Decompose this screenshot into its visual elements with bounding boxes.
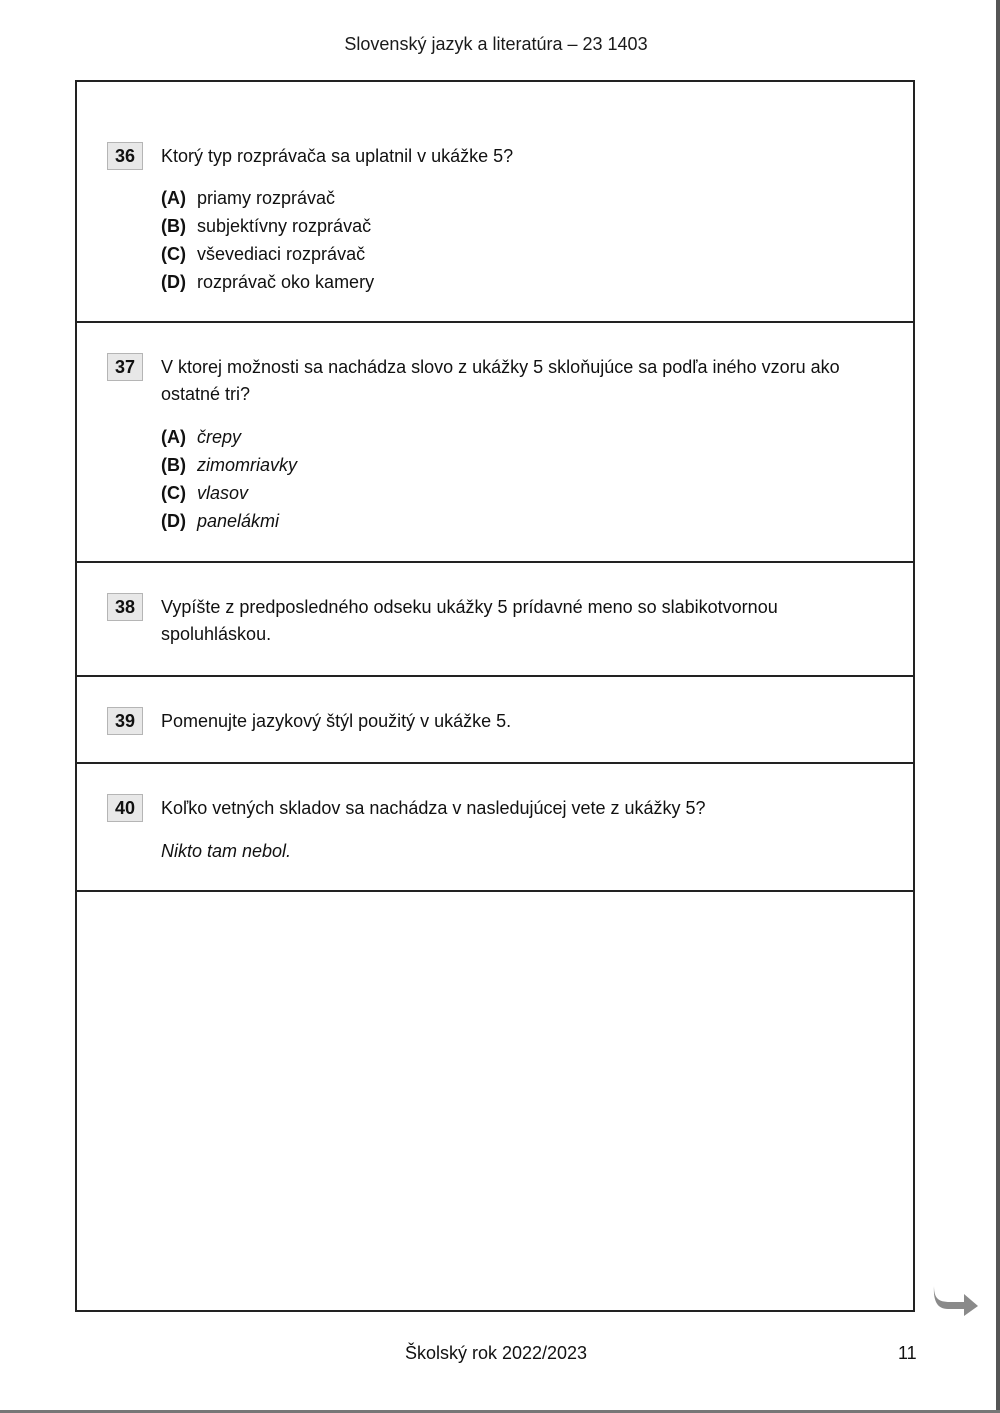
option-letter: (C): [161, 244, 186, 264]
question-39: [77, 677, 913, 764]
option-b: [161, 451, 297, 479]
question-number: 37: [107, 353, 143, 381]
option-letter: (A): [161, 427, 186, 447]
option-text: črepy: [197, 427, 242, 447]
option-letter: (B): [161, 216, 186, 236]
question-number: 38: [107, 593, 143, 621]
question-number: 39: [107, 707, 143, 735]
option-letter: (C): [161, 483, 186, 503]
option-letter: (D): [161, 272, 186, 292]
footer-school-year: Školský rok 2022/2023: [404, 1343, 588, 1363]
options-list: [161, 423, 297, 535]
option-text: vševediaci rozprávač: [197, 244, 366, 264]
option-d: [161, 268, 374, 296]
option-c: [161, 240, 374, 268]
question-text: Vypíšte z predposledného odseku ukážky 5 prídavné meno so slabikotvornou spoluhláskou.: [161, 597, 778, 644]
page-number: 11: [898, 1343, 917, 1363]
option-letter: (A): [161, 188, 186, 208]
quoted-sentence: Nikto tam nebol.: [161, 841, 292, 861]
option-text: zimomriavky: [197, 455, 298, 475]
options-list: [161, 184, 374, 296]
option-text: vlasov: [197, 483, 249, 503]
curved-arrow-right-icon: [930, 1282, 980, 1318]
option-letter: (B): [161, 455, 186, 475]
option-text: panelákmi: [197, 511, 280, 531]
option-b: [161, 212, 374, 240]
option-a: [161, 184, 374, 212]
question-number: 40: [107, 794, 143, 822]
question-text: Ktorý typ rozprávača sa uplatnil v ukážke 5?: [161, 146, 514, 166]
option-c: [161, 479, 297, 507]
question-number: 36: [107, 142, 143, 170]
page-edge-right: [996, 0, 1000, 1413]
option-letter: (D): [161, 511, 186, 531]
option-text: subjektívny rozprávač: [197, 216, 372, 236]
option-text: priamy rozprávač: [197, 188, 336, 208]
option-text: rozprávač oko kamery: [197, 272, 375, 292]
question-36: [77, 82, 913, 323]
question-text: Pomenujte jazykový štýl použitý v ukážke 5.: [161, 711, 512, 731]
option-d: [161, 507, 297, 535]
question-40: [77, 764, 913, 892]
question-text: V ktorej možnosti sa nachádza slovo z ukážky 5 skloňujúce sa podľa iného vzoru ako ostatné tri?: [161, 357, 840, 404]
question-37: [77, 323, 913, 563]
option-a: [161, 423, 297, 451]
questions-frame: [75, 80, 915, 1312]
question-38: [77, 563, 913, 677]
page-header: Slovenský jazyk a literatúra – 23 1403: [344, 34, 648, 54]
question-text: Koľko vetných skladov sa nachádza v nasledujúcej vete z ukážky 5?: [161, 798, 706, 818]
